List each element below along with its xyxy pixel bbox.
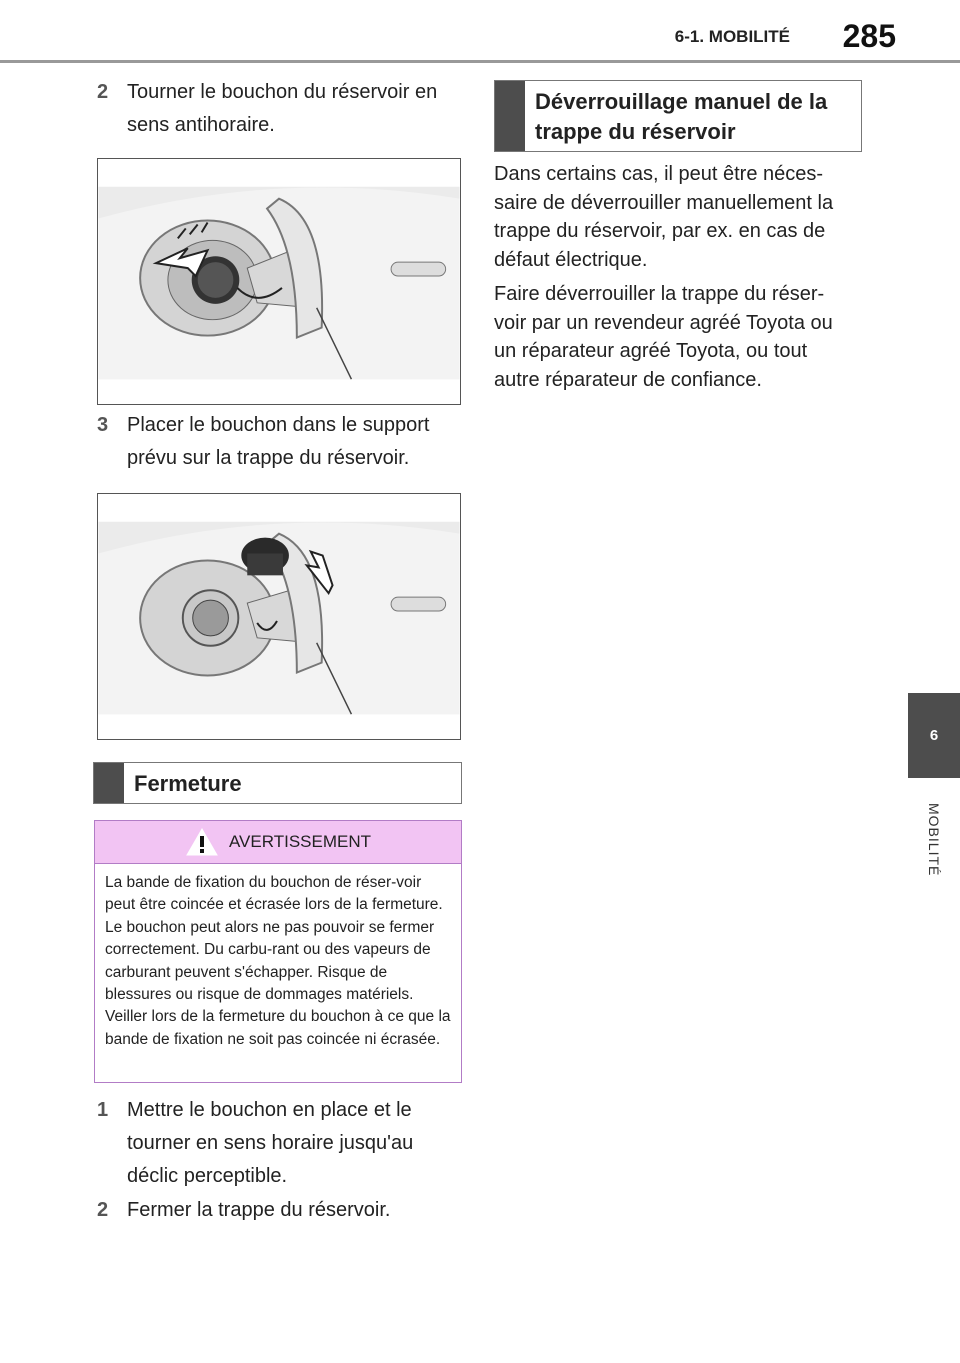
step-turn-cap [97, 76, 462, 142]
step-insert-cap [97, 1094, 462, 1193]
fuel-cap-illustration-1 [98, 159, 460, 404]
manual-unlock-text [494, 160, 854, 400]
step-text: Tourner le bouchon du réservoir en sens antihoraire. [127, 81, 438, 136]
page-number: 285 [842, 18, 896, 54]
warning-box [94, 820, 462, 1083]
fuel-cap-illustration-2 [98, 494, 460, 739]
figure-unscrew-cap [97, 158, 461, 405]
step-place-cap [97, 409, 462, 475]
step-number: 2 [97, 81, 109, 103]
step-number: 3 [97, 414, 109, 436]
section-bar [495, 81, 525, 151]
step-close-flap [97, 1194, 462, 1227]
figure-cap-holder [97, 493, 461, 740]
warning-text: La bande de fixation du bouchon de réser-voir peut être coincée et écrasée lors de la fermeture. Le bouchon peut alors ne pas pouvoir se fermer correctement. Du carbu-rant ou des vapeurs de carburant peuvent s'échapper. Risque de blessures ou risque de dommages matériels. Veiller lors de la fermeture du bouchon à ce que la bande de fixation ne soit pas coincée ni écrasée. [105, 874, 451, 1048]
step-text: Fermer la trappe du réservoir. [127, 1199, 391, 1221]
section-heading: Fermeture [134, 771, 242, 796]
warning-title: AVERTISSEMENT [228, 832, 371, 851]
section-header-deverrouillage [494, 80, 862, 152]
chapter-number: 6 [929, 727, 939, 744]
chapter-tab [908, 693, 960, 778]
section-heading: Déverrouillage manuel de la trappe du réservoir [535, 89, 828, 144]
header-rule [0, 60, 960, 63]
warning-header [95, 821, 461, 864]
section-bar [94, 763, 124, 803]
paragraph: Dans certains cas, il peut être néces-saire de déverrouiller manuellement la trappe du réservoir, par ex. en cas de défaut électrique. [494, 163, 834, 271]
paragraph: Faire déverrouiller la trappe du réser-voir par un revendeur agréé Toyota ou un réparateur agréé Toyota, ou tout autre réparateur de confiance. [494, 283, 833, 391]
step-text: Placer le bouchon dans le support prévu sur la trappe du réservoir. [127, 414, 430, 469]
step-number: 2 [97, 1199, 109, 1221]
chapter-label [908, 790, 960, 890]
section-title: 6-1. MOBILITÉ [674, 27, 790, 46]
section-header-fermeture [93, 762, 462, 804]
step-number: 1 [97, 1099, 109, 1121]
warning-triangle-icon [185, 827, 219, 857]
step-text: Mettre le bouchon en place et le tourner en sens horaire jusqu'au déclic perceptible. [127, 1099, 414, 1187]
chapter-label-text: MOBILITÉ [926, 803, 942, 877]
